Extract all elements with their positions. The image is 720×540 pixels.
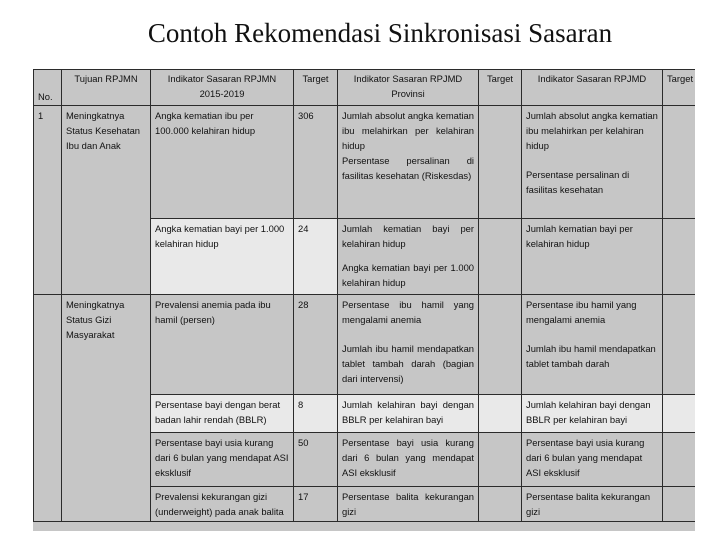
- header-indikator-rpjmn: Indikator Sasaran RPJMN 2015-2019: [151, 70, 294, 106]
- cell-text: Jumlah ibu hamil mendapatkan tablet tambah darah: [526, 343, 656, 369]
- cell-target-rpjmd: [663, 106, 696, 219]
- cell-target-rpjmd: [663, 433, 696, 487]
- cell-no: [34, 295, 62, 522]
- cell-target-provinsi: [479, 295, 522, 395]
- sync-table: [33, 69, 695, 522]
- header-no: No.: [34, 70, 62, 106]
- cell-target: 50: [294, 433, 338, 487]
- cell-text: Persentase persalinan di fasilitas kesehatan: [526, 169, 630, 195]
- cell-target: 17: [294, 487, 338, 522]
- header-tujuan: Tujuan RPJMN: [62, 70, 151, 106]
- table-header-row: [34, 70, 696, 106]
- sync-table-image: [33, 69, 695, 531]
- cell-rpjmd: [522, 219, 663, 295]
- cell-tujuan: Meningkatnya Status Gizi Masyarakat: [62, 295, 151, 522]
- cell-indikator: Prevalensi kekurangan gizi (underweight) pada anak balita: [151, 487, 294, 522]
- cell-rpjmd: Jumlah kelahiran bayi dengan BBLR per kelahiran bayi: [522, 395, 663, 433]
- header-target-provinsi: Target: [479, 70, 522, 106]
- cell-no: 1: [34, 106, 62, 295]
- cell-target-provinsi: [479, 395, 522, 433]
- cell-text: Jumlah absolut angka kematian ibu melahirkan per kelahiran hidup: [342, 110, 474, 151]
- cell-target-provinsi: [479, 487, 522, 522]
- cell-rpjmd: Persentase balita kekurangan gizi: [522, 487, 663, 522]
- cell-target-rpjmd: [663, 219, 696, 295]
- cell-rpjmd-provinsi: [338, 219, 479, 295]
- table-row: [34, 106, 696, 219]
- cell-text: Jumlah absolut angka kematian ibu melahirkan per kelahiran hidup: [526, 110, 658, 151]
- cell-rpjmd-provinsi: [338, 106, 479, 219]
- cell-text: Persentase persalinan di fasilitas kesehatan (Riskesdas): [342, 155, 474, 181]
- cell-rpjmd: Persentase bayi usia kurang dari 6 bulan yang mendapat ASI eksklusif: [522, 433, 663, 487]
- table-row: [34, 295, 696, 395]
- cell-target: 28: [294, 295, 338, 395]
- cell-target: 24: [294, 219, 338, 295]
- cell-text: Jumlah kematian bayi per kelahiran hidup: [526, 223, 633, 249]
- header-indikator-rpjmd: Indikator Sasaran RPJMD: [522, 70, 663, 106]
- cell-rpjmd: [522, 295, 663, 395]
- cell-rpjmd-provinsi: [338, 295, 479, 395]
- cell-target-rpjmd: [663, 487, 696, 522]
- page-title: Contoh Rekomendasi Sinkronisasi Sasaran: [147, 18, 613, 48]
- cell-rpjmd-provinsi: Persentase bayi usia kurang dari 6 bulan yang mendapat ASI eksklusif: [338, 433, 479, 487]
- header-indikator-rpjmd-provinsi: Indikator Sasaran RPJMD Provinsi: [338, 70, 479, 106]
- header-target: Target: [294, 70, 338, 106]
- cell-rpjmd: [522, 106, 663, 219]
- cell-target-provinsi: [479, 433, 522, 487]
- cell-indikator: Angka kematian ibu per 100.000 kelahiran hidup: [151, 106, 294, 219]
- cell-target-rpjmd: [663, 295, 696, 395]
- cell-target-provinsi: [479, 106, 522, 219]
- cell-target-rpjmd: [663, 395, 696, 433]
- cell-text: Persentase ibu hamil yang mengalami anemia: [526, 299, 637, 325]
- cell-tujuan: Meningkatnya Status Kesehatan Ibu dan Anak: [62, 106, 151, 295]
- cell-rpjmd-provinsi: Persentase balita kekurangan gizi: [338, 487, 479, 522]
- cell-target: 8: [294, 395, 338, 433]
- cell-text: Angka kematian bayi per 1.000 kelahiran hidup: [342, 262, 474, 288]
- cell-indikator: Angka kematian bayi per 1.000 kelahiran hidup: [151, 219, 294, 295]
- header-target-rpjmd: Target: [663, 70, 696, 106]
- cell-rpjmd-provinsi: Jumlah kelahiran bayi dengan BBLR per kelahiran bayi: [338, 395, 479, 433]
- cell-indikator: Persentase bayi dengan berat badan lahir rendah (BBLR): [151, 395, 294, 433]
- cell-indikator: Prevalensi anemia pada ibu hamil (persen): [151, 295, 294, 395]
- cell-text: Persentase ibu hamil yang mengalami anemia: [342, 299, 474, 325]
- cell-target: 306: [294, 106, 338, 219]
- cell-text: Jumlah ibu hamil mendapatkan tablet tambah darah (bagian dari intervensi): [342, 343, 474, 384]
- cell-text: Jumlah kematian bayi per kelahiran hidup: [342, 223, 474, 249]
- cell-target-provinsi: [479, 219, 522, 295]
- cell-indikator: Persentase bayi usia kurang dari 6 bulan yang mendapat ASI eksklusif: [151, 433, 294, 487]
